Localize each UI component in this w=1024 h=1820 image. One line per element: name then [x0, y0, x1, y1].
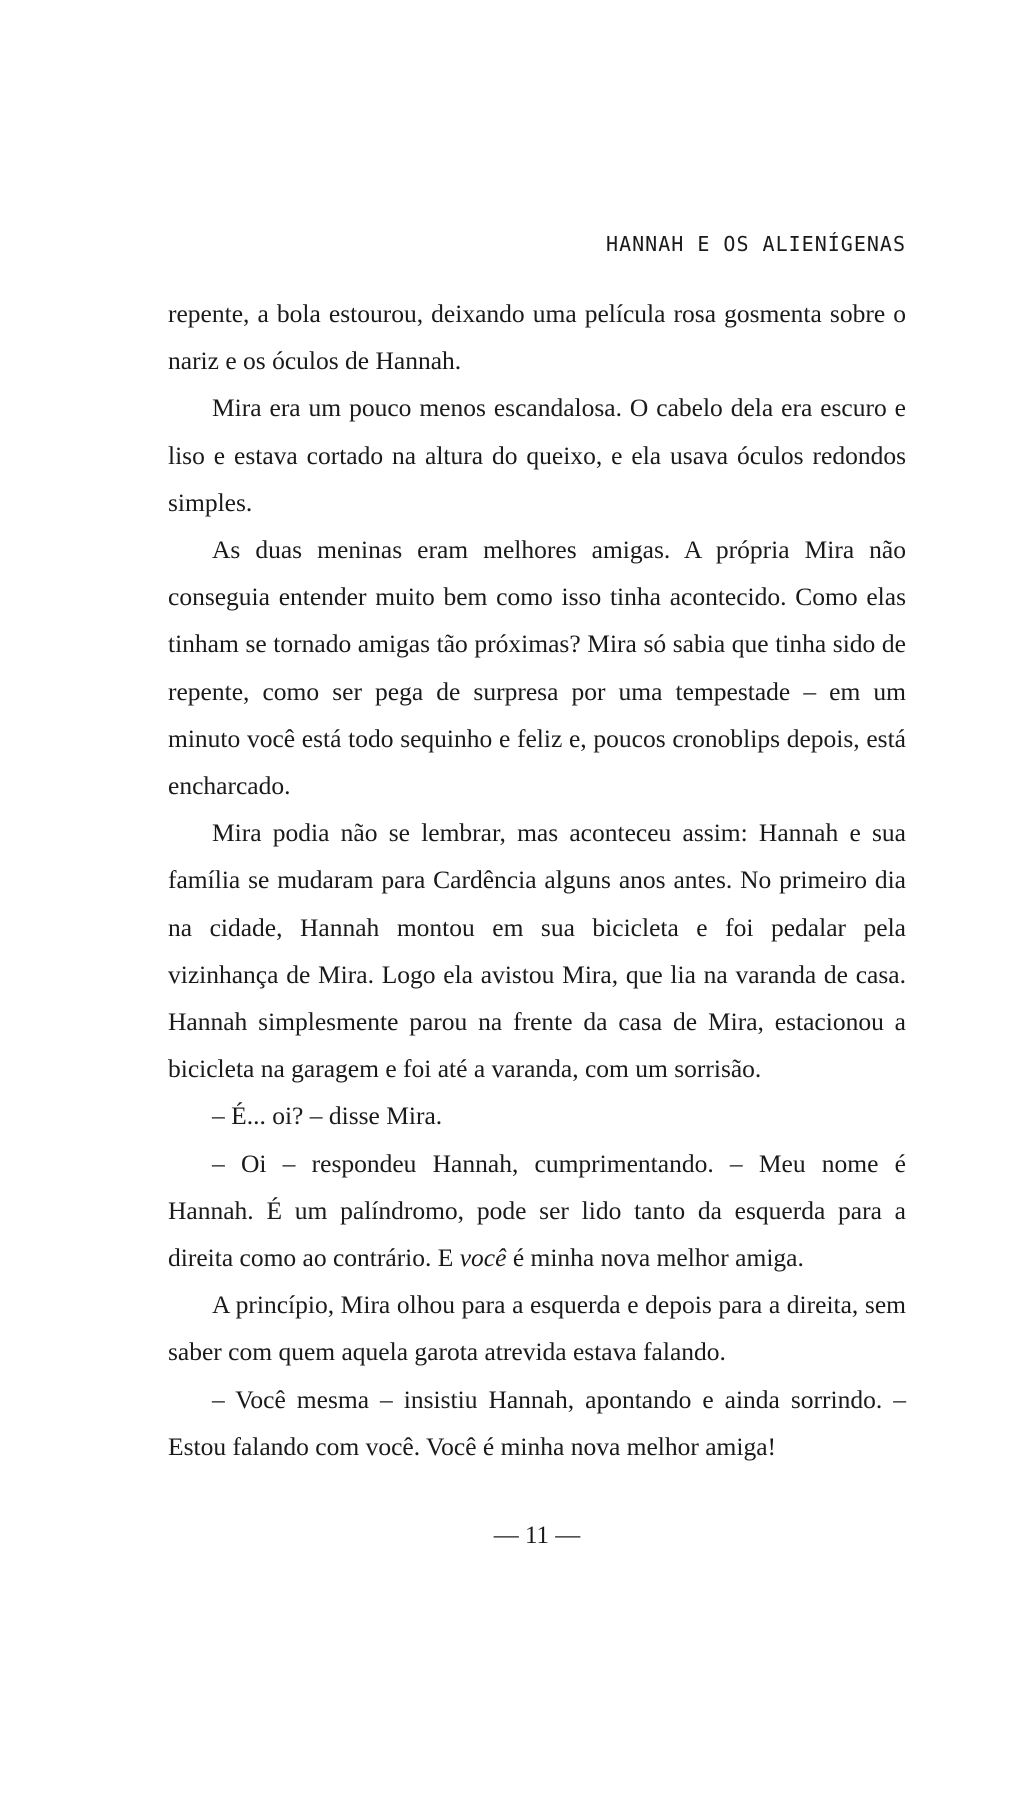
paragraph-5: – É... oi? – disse Mira. [212, 1101, 443, 1131]
page-number: — 11 — [493, 1522, 581, 1549]
paragraph-6-emphasis: você [459, 1243, 507, 1273]
paragraph-2: Mira era um pouco menos escandalosa. O cabelo dela era escuro e liso e estava cortado na altura do queixo, e ela usava óculos redondos simples. [168, 393, 906, 517]
paragraph-7: A princípio, Mira olhou para a esquerda e depois para a direita, sem saber com quem aquela garota atrevida estava falando. [168, 1290, 906, 1367]
paragraph-1: repente, a bola estourou, deixando uma película rosa gosmenta sobre o nariz e os óculos de Hannah. [168, 299, 906, 376]
body-text [168, 290, 906, 1470]
paragraph-6-start: – Oi – respondeu Hannah, cumprimentando. – Meu nome é Hannah. É um palíndromo, pode ser lido tanto da esquerda para a direita como ao contrário. E [168, 1148, 906, 1273]
running-head: HANNAH E OS ALIENÍGENAS [606, 232, 906, 256]
paragraph-3: As duas meninas eram melhores amigas. A própria Mira não conseguia entender muito bem como isso tinha acontecido. Como elas tinham se tornado amigas tão próximas? Mira só sabia que tinha sido de repente, como ser pega de surpresa por uma tempestade – em um minuto você está todo sequinho e feliz e, poucos cronoblips depois, está encharcado. [168, 535, 906, 801]
paragraph-6 [168, 1140, 906, 1282]
paragraph-6-end: é minha nova melhor amiga. [506, 1243, 804, 1273]
paragraph-4: Mira podia não se lembrar, mas aconteceu assim: Hannah e sua família se mudaram para Cardência alguns anos antes. No primeiro dia na cidade, Hannah montou em sua bicicleta e foi pedalar pela vizinhança de Mira. Logo ela avistou Mira, que lia na varanda de casa. Hannah simplesmente parou na frente da casa de Mira, estacionou a bicicleta na garagem e foi até a varanda, com um sorrisão. [168, 818, 906, 1084]
paragraph-8: – Você mesma – insistiu Hannah, apontando e ainda sorrindo. – Estou falando com você. Você é minha nova melhor amiga! [168, 1384, 906, 1461]
